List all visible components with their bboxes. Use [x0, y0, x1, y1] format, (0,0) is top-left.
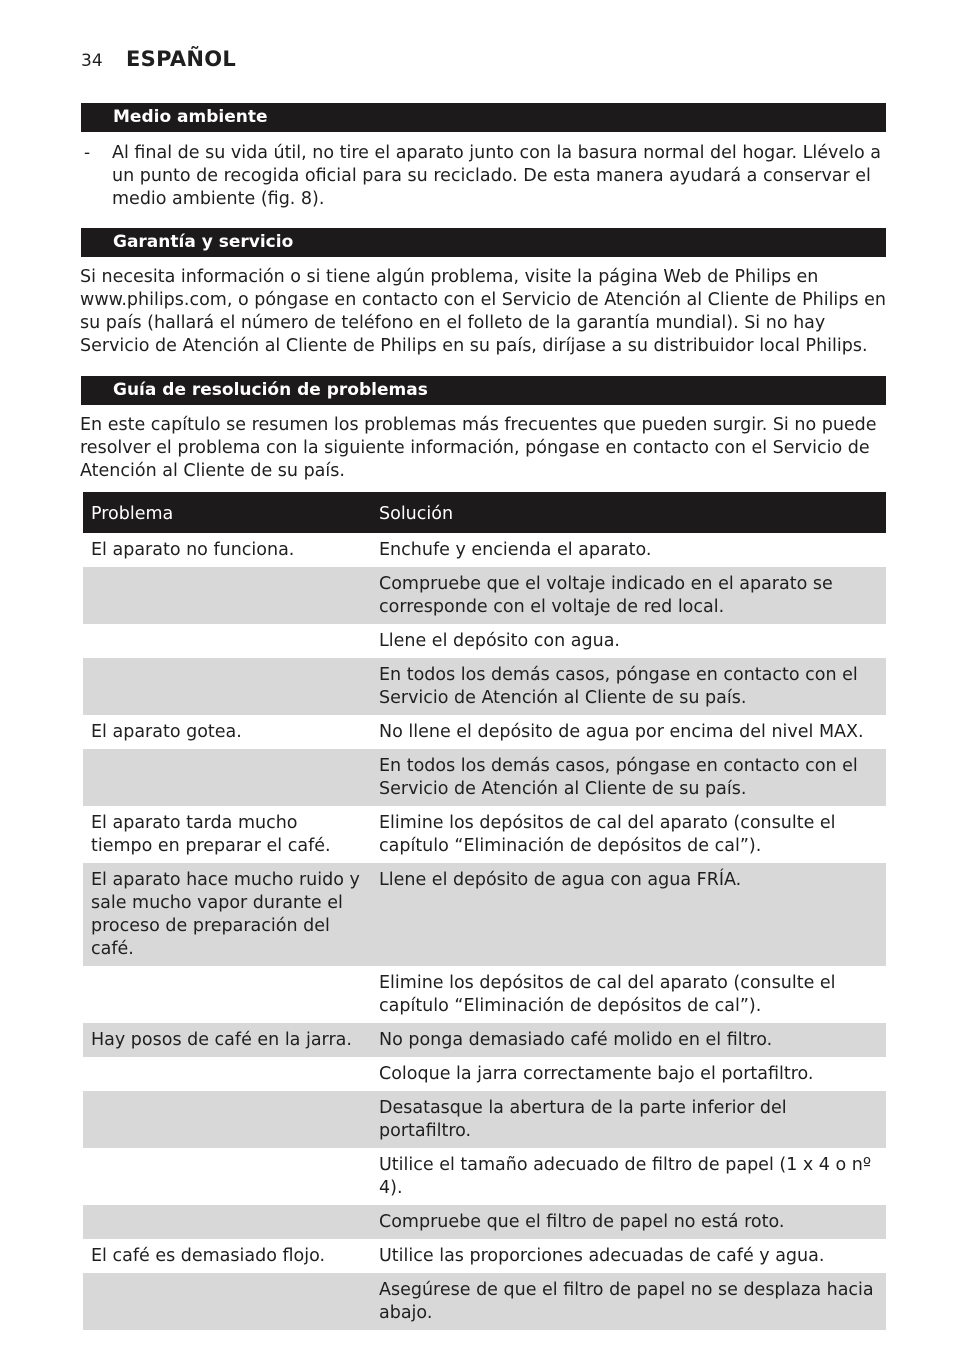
solution-cell: Utilice las proporciones adecuadas de café y agua. — [379, 1246, 825, 1266]
bullet-dash: - — [84, 143, 91, 163]
table-row — [83, 863, 886, 966]
problem-cell: El aparato hace mucho ruido y sale mucho vapor durante el proceso de preparación del café. — [83, 863, 371, 966]
problem-cell: Hay posos de café en la jarra. — [83, 1023, 371, 1057]
problem-cell — [83, 1091, 371, 1148]
table-row — [83, 715, 886, 749]
section-bar-troubleshooting: Guía de resolución de problemas — [81, 376, 886, 405]
table-body — [83, 533, 886, 1330]
solution-cell: Coloque la jarra correctamente bajo el portafiltro. — [379, 1064, 814, 1084]
table-row — [83, 749, 886, 806]
solution-cell: Enchufe y encienda el aparato. — [379, 540, 652, 560]
problem-cell — [83, 749, 371, 806]
table-header-row — [83, 492, 886, 533]
problem-cell — [83, 624, 371, 658]
table-row — [83, 1057, 886, 1091]
solution-cell: No ponga demasiado café molido en el filtro. — [371, 1023, 886, 1057]
table-row — [83, 658, 886, 715]
solution-cell: Compruebe que el filtro de papel no está roto. — [371, 1205, 886, 1239]
problem-cell — [83, 1273, 371, 1330]
table-row — [83, 1148, 886, 1205]
table-row — [83, 1205, 886, 1239]
table-row — [83, 1273, 886, 1330]
solution-cell: Compruebe que el voltaje indicado en el aparato se corresponde con el voltaje de red local. — [371, 567, 886, 624]
solution-cell: Llene el depósito con agua. — [379, 631, 620, 651]
problem-cell: El aparato gotea. — [91, 722, 242, 742]
troubleshooting-table — [83, 492, 886, 1330]
page-language-title: ESPAÑOL — [126, 47, 237, 71]
environment-text: Al final de su vida útil, no tire el aparato junto con la basura normal del hogar. Llévelo a un punto de recogida oficial para su reciclado. De esta manera ayudará a conservar el medio ambiente (fig. 8). — [112, 143, 882, 209]
solution-cell: En todos los demás casos, póngase en contacto con el Servicio de Atención al Cliente de su país. — [371, 749, 886, 806]
table-row — [83, 533, 886, 567]
solution-cell: En todos los demás casos, póngase en contacto con el Servicio de Atención al Cliente de su país. — [371, 658, 886, 715]
table-row — [83, 1023, 886, 1057]
problem-cell — [83, 966, 371, 1023]
problem-cell — [83, 658, 371, 715]
header-solution: Solución — [371, 492, 886, 533]
table-row — [83, 1239, 886, 1273]
problem-cell: El aparato no funciona. — [91, 540, 295, 560]
solution-cell: Utilice el tamaño adecuado de filtro de papel (1 x 4 o nº 4). — [379, 1155, 872, 1198]
solution-cell: Desatasque la abertura de la parte inferior del portafiltro. — [371, 1091, 886, 1148]
problem-cell — [83, 1057, 371, 1091]
page-number: 34 — [81, 51, 103, 71]
table-row — [83, 966, 886, 1023]
problem-cell — [83, 1205, 371, 1239]
problem-cell — [83, 567, 371, 624]
header-problem: Problema — [83, 492, 371, 533]
troubleshooting-intro: En este capítulo se resumen los problemas más frecuentes que pueden surgir. Si no puede resolver el problema con la siguiente información, póngase en contacto con el Servicio de Atención al Cliente de su país. — [80, 415, 877, 481]
solution-cell: Llene el depósito de agua con agua FRÍA. — [371, 863, 886, 966]
table-row — [83, 624, 886, 658]
problem-cell: El café es demasiado flojo. — [91, 1246, 326, 1266]
problem-cell: El aparato tarda mucho tiempo en preparar el café. — [91, 813, 331, 856]
solution-cell: Elimine los depósitos de cal del aparato (consulte el capítulo “Eliminación de depósitos de cal”). — [379, 813, 836, 856]
table-row — [83, 806, 886, 863]
problem-cell — [83, 1148, 371, 1205]
section-bar-warranty: Garantía y servicio — [81, 228, 886, 257]
table-row — [83, 567, 886, 624]
section-bar-environment: Medio ambiente — [81, 103, 886, 132]
warranty-text: Si necesita información o si tiene algún problema, visite la página Web de Philips en www.philips.com, o póngase en contacto con el Servicio de Atención al Cliente de Philips en su país (hallará el número de teléfono en el folleto de la garantía mundial). Si no hay Servicio de Atención al Cliente de Philips en su país, diríjase a su distribuidor local Philips. — [80, 267, 886, 356]
solution-cell: Elimine los depósitos de cal del aparato (consulte el capítulo “Eliminación de depósitos de cal”). — [379, 973, 836, 1016]
table-row — [83, 1091, 886, 1148]
solution-cell: No llene el depósito de agua por encima del nivel MAX. — [379, 722, 864, 742]
solution-cell: Asegúrese de que el filtro de papel no se desplaza hacia abajo. — [371, 1273, 886, 1330]
